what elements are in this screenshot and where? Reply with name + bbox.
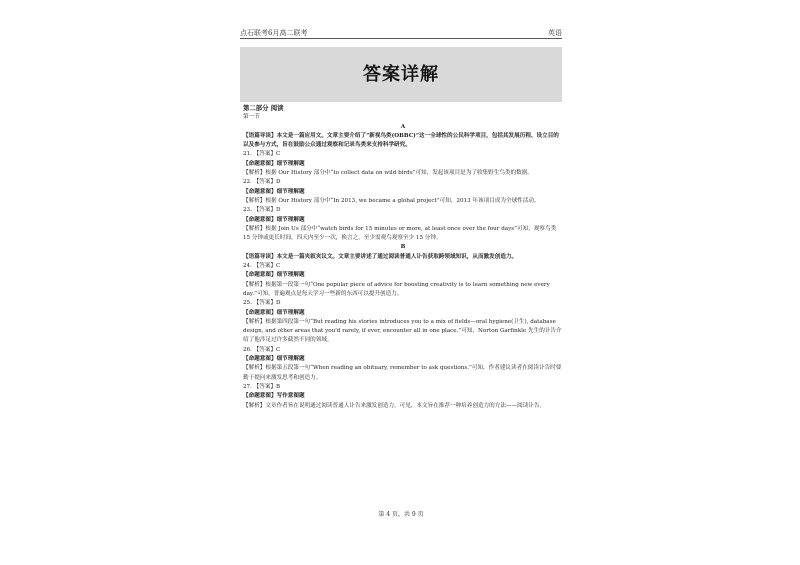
answer-line: 25. 【答案】D xyxy=(243,300,281,307)
analysis-line: 【解析】根据第四段第一句“But reading his stories introduces you to a mix of fields—oral hygiene(卫生), database design, and other areas that you'd rarely, if ever, encounter all in one place.”可知，Norton Garfinkle 先生的讣告介绍了他涉足过许多截然不同的领域。 xyxy=(243,318,562,344)
analysis-line: 【解析】根据第五段第一句“When reading an obituary, remember to ask questions.”可知，作者建议读者在阅读讣告时要勤于提问来激发思考和创造力。 xyxy=(243,365,562,381)
title-banner xyxy=(240,47,562,102)
header-exam-name: 点石联考6月高二联考 xyxy=(240,29,308,37)
answer-line: 26. 【答案】C xyxy=(243,346,281,353)
section-title: 第二部分 阅读 xyxy=(243,104,284,112)
passage-letter: A xyxy=(400,123,406,130)
analysis-line: 【解析】根据 Join Us 部分中“watch birds for 15 minutes or more, at least once over the four days”可知，观察鸟类 15 分钟或更长时间，四天内至少一次，换言之，至少需观鸟观察至少 15 分钟。 xyxy=(243,225,557,242)
page-number: 第 4 页，共 9 页 xyxy=(378,511,424,518)
analysis-line: 【解析】根据第一段第一句“One popular piece of advice for boosting creativity is to learn something new every day.”可知，普遍观点是每天学习一些新的东西可以提升创造力。 xyxy=(243,281,550,297)
passage-guide: 【语篇导读】本文是一篇夹叙夹议文。文章主要讲述了通过阅读普通人讣告获取跨领域知识，从而激发创造力。 xyxy=(243,253,518,260)
passage-guide: 【语篇导读】本文是一篇应用文。文章主要介绍了“新视鸟类(OBBC)”这一全球性的公民科学项目，包括其发展历程、设立目的以及参与方式，旨在鼓励公众通过观察和记录鸟类来支持科学研究。 xyxy=(243,132,559,149)
answer-content xyxy=(243,104,563,411)
answer-line: 24. 【答案】C xyxy=(243,263,281,270)
page-title: 答案详解 xyxy=(363,64,439,85)
answer-line: 27. 【答案】B xyxy=(243,383,281,390)
intent-line: 【命题意图】细节理解题 xyxy=(243,356,305,363)
intent-line: 【命题意图】细节理解题 xyxy=(243,160,305,167)
intent-line: 【命题意图】写作意图题 xyxy=(243,393,305,400)
intent-line: 【命题意图】细节理解题 xyxy=(243,188,305,195)
answer-line: 21. 【答案】C xyxy=(243,151,281,158)
intent-line: 【命题意图】细节理解题 xyxy=(243,309,305,316)
analysis-line: 【解析】根据 Our History 部分中“to collect data on wild birds”可知，发起该项目是为了收集野生鸟类的数据。 xyxy=(243,170,533,177)
answer-line: 23. 【答案】D xyxy=(243,207,281,214)
answer-line: 22. 【答案】D xyxy=(243,179,281,186)
analysis-line: 【解析】文章作者旨在说明通过阅读普通人讣告来激发创造力。可见，本文旨在推荐一种培养创造力的方法——阅读讣告。 xyxy=(243,402,546,409)
passage-letter: B xyxy=(400,244,406,251)
header-subject: 英语 xyxy=(548,29,562,37)
subsection-title: 第一节 xyxy=(243,114,260,121)
intent-line: 【命题意图】细节理解题 xyxy=(243,216,305,223)
analysis-line: 【解析】根据 Our History 部分中“In 2013, we became a global project”可知，2013 年该项目成为全球性活动。 xyxy=(243,197,540,204)
intent-line: 【命题意图】细节理解题 xyxy=(243,272,305,279)
header-divider xyxy=(240,38,562,39)
